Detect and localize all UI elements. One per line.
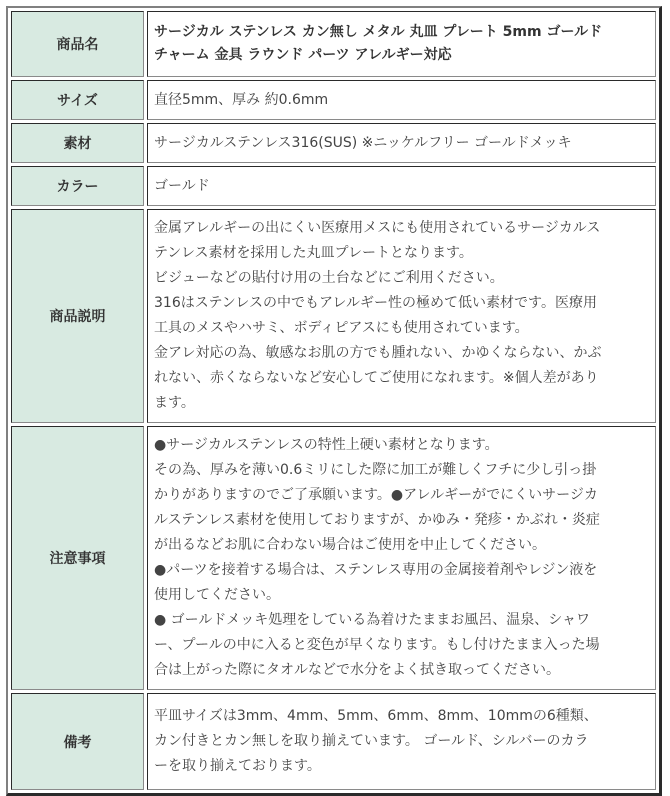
spec-row-notes	[11, 426, 656, 690]
text-line: ● ゴールドメッキ処理をしている為着けたままお風呂、温泉、シャワ	[154, 612, 590, 628]
text-line: ます。	[154, 395, 195, 411]
spec-value-material	[147, 123, 656, 163]
text-line: チャーム 金具 ラウンド パーツ アレルギー対応	[154, 47, 452, 63]
text-line: が出るなどお肌に合わない場合はご使用を中止してください。	[154, 537, 546, 553]
spec-row-color	[11, 166, 656, 206]
spec-label: 注意事項	[11, 426, 144, 690]
spec-value-notes	[147, 426, 656, 690]
text-line: テンレス素材を採用した丸皿プレートとなります。	[154, 245, 473, 261]
spec-row-material	[11, 123, 656, 163]
spec-value-color	[147, 166, 656, 206]
text-line: 316はステンレスの中でもアレルギー性の極めて低い素材です。医療用	[154, 295, 597, 311]
spec-label: 商品名	[11, 11, 144, 77]
spec-label: サイズ	[11, 80, 144, 120]
text-line: ゴールド	[154, 177, 210, 194]
text-line: 金アレ対応の為、敏感なお肌の方でも腫れない、かゆくならない、かぶ	[154, 345, 602, 361]
text-line: 金属アレルギーの出にくい医療用メスにも使用されているサージカルス	[154, 220, 601, 236]
spec-label: 備考	[11, 693, 144, 790]
text-line: れない、赤くならないなど安心してご使用になれます。※個人差があり	[154, 370, 599, 386]
text-line: 工具のメスやハサミ、ボディピアスにも使用されています。	[154, 320, 529, 336]
spec-label: 素材	[11, 123, 144, 163]
text-line: ビジューなどの貼付け用の土台などにご利用ください。	[154, 270, 504, 286]
spec-value-description	[147, 209, 656, 423]
spec-label: カラー	[11, 166, 144, 206]
spec-label: 商品説明	[11, 209, 144, 423]
text-line: ー、プールの中に入ると変色が早くなります。もし付けたまま入った場	[154, 637, 600, 653]
text-line: ーを取り揃えております。	[154, 758, 321, 774]
spec-row-remarks	[11, 693, 656, 790]
text-line: 合は上がった際にタオルなどで水分をよく拭き取ってください。	[154, 662, 560, 678]
text-line: サージカルステンレス316(SUS) ※ニッケルフリー ゴールドメッキ	[154, 134, 572, 151]
spec-value-remarks	[147, 693, 656, 790]
text-line: 直径5mm、厚み 約0.6mm	[154, 91, 329, 108]
text-line: その為、厚みを薄い0.6ミリにした際に加工が難しくフチに少し引っ掛	[154, 462, 597, 478]
spec-row-description	[11, 209, 656, 423]
spec-value-product-name	[147, 11, 656, 77]
text-line: ルステンレス素材を使用しておりますが、かゆみ・発疹・かぶれ・炎症	[154, 512, 600, 528]
spec-row-size	[11, 80, 656, 120]
text-line: 平皿サイズは3mm、4mm、5mm、6mm、8mm、10mmの6種類、	[154, 708, 598, 724]
text-line: 使用してください。	[154, 587, 280, 603]
text-line: ●パーツを接着する場合は、ステンレス専用の金属接着剤やレジン液を	[154, 562, 598, 578]
spec-row-product-name	[11, 11, 656, 77]
text-line: かりがありますのでご了承願います。●アレルギーがでにくいサージカ	[154, 487, 598, 503]
text-line: ●サージカルステンレスの特性上硬い素材となります。	[154, 437, 499, 453]
text-line: サージカル ステンレス カン無し メタル 丸皿 プレート 5mm ゴールド	[154, 24, 603, 40]
product-spec-table	[6, 6, 662, 796]
text-line: カン付きとカン無しを取り揃えています。 ゴールド、シルバーのカラ	[154, 733, 589, 749]
spec-value-size	[147, 80, 656, 120]
